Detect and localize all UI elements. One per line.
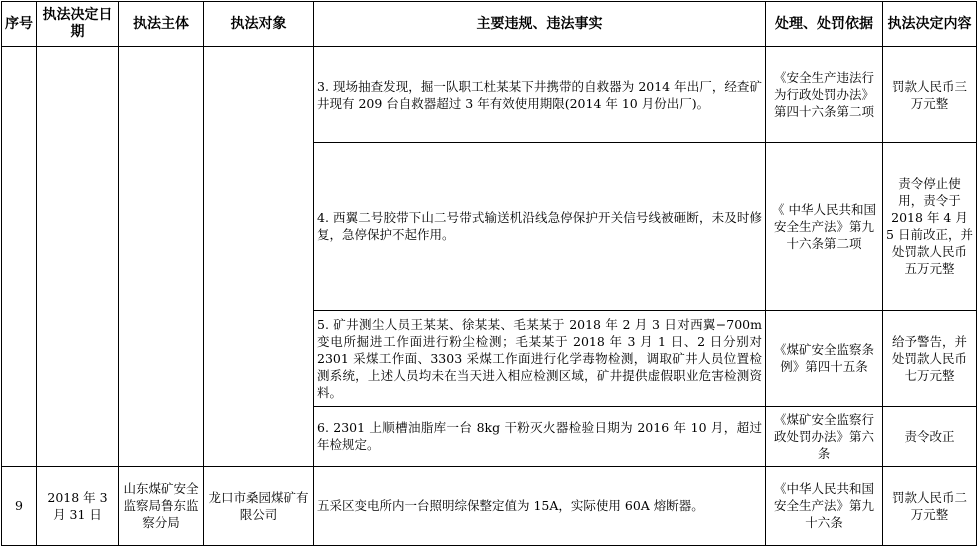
table-row xyxy=(2,466,977,545)
header-subject: 执法主体 xyxy=(119,2,204,47)
header-decision: 执法决定内容 xyxy=(883,2,977,47)
seq-cell-empty xyxy=(2,47,37,467)
subject-cell: 山东煤矿安全监察局鲁东监察分局 xyxy=(119,466,204,545)
enforcement-table xyxy=(1,1,977,546)
seq-cell: 9 xyxy=(2,466,37,545)
decision-cell: 罚款人民币三万元整 xyxy=(883,47,977,143)
facts-cell: 6. 2301 上顺槽油脂库一台 8kg 干粉灭火器检验日期为 2016 年 10 月，超过年检规定。 xyxy=(314,406,766,466)
basis-cell: 《 中华人民共和国安全生产法》第九十六条第二项 xyxy=(766,143,883,310)
basis-cell: 《煤矿安全监察条例》第四十五条 xyxy=(766,310,883,406)
date-cell: 2018 年 3 月 31 日 xyxy=(37,466,119,545)
facts-cell: 五采区变电所内一台照明综保整定值为 15A，实际使用 60A 熔断器。 xyxy=(314,466,766,545)
facts-cell: 4. 西翼二号胶带下山二号带式输送机沿线急停保护开关信号线被砸断，未及时修复，急停保护不起作用。 xyxy=(314,143,766,310)
decision-cell: 责令改正 xyxy=(883,406,977,466)
facts-cell: 3. 现场抽查发现，掘一队职工杜某某下井携带的自救器为 2014 年出厂，经查矿井现有 209 台自救器超过 3 年有效使用期限(2014 年 10 月份出厂)。 xyxy=(314,47,766,143)
target-cell-empty xyxy=(204,47,314,467)
target-cell: 龙口市桑园煤矿有限公司 xyxy=(204,466,314,545)
header-facts: 主要违规、违法事实 xyxy=(314,2,766,47)
facts-cell: 5. 矿井测尘人员王某某、徐某某、毛某某于 2018 年 2 月 3 日对西翼−700m 变电所掘进工作面进行粉尘检测；毛某某于 2018 年 3 月 1 日、2 日分别对 2301 采煤工作面、3303 采煤工作面进行化学毒物检测，调取矿井人员位置检测系统，上述人员均未在当天进入相应检测区域，矿井提供虚假职业危害检测资料。 xyxy=(314,310,766,406)
date-cell-empty xyxy=(37,47,119,467)
header-date: 执法决定日期 xyxy=(37,2,119,47)
decision-cell: 责令停止使用，责令于 2018 年 4 月 5 日前改正，并处罚款人民币五万元整 xyxy=(883,143,977,310)
header-basis: 处理、处罚依据 xyxy=(766,2,883,47)
subject-cell-empty xyxy=(119,47,204,467)
header-row xyxy=(2,2,977,47)
table-row xyxy=(2,47,977,143)
header-seq: 序号 xyxy=(2,2,37,47)
basis-cell: 《安全生产违法行为行政处罚办法》第四十六条第二项 xyxy=(766,47,883,143)
decision-cell: 给予警告，并处罚款人民币七万元整 xyxy=(883,310,977,406)
header-target: 执法对象 xyxy=(204,2,314,47)
basis-cell: 《煤矿安全监察行政处罚办法》第六条 xyxy=(766,406,883,466)
basis-cell: 《中华人民共和国安全生产法》第九十六条 xyxy=(766,466,883,545)
decision-cell: 罚款人民币二万元整 xyxy=(883,466,977,545)
